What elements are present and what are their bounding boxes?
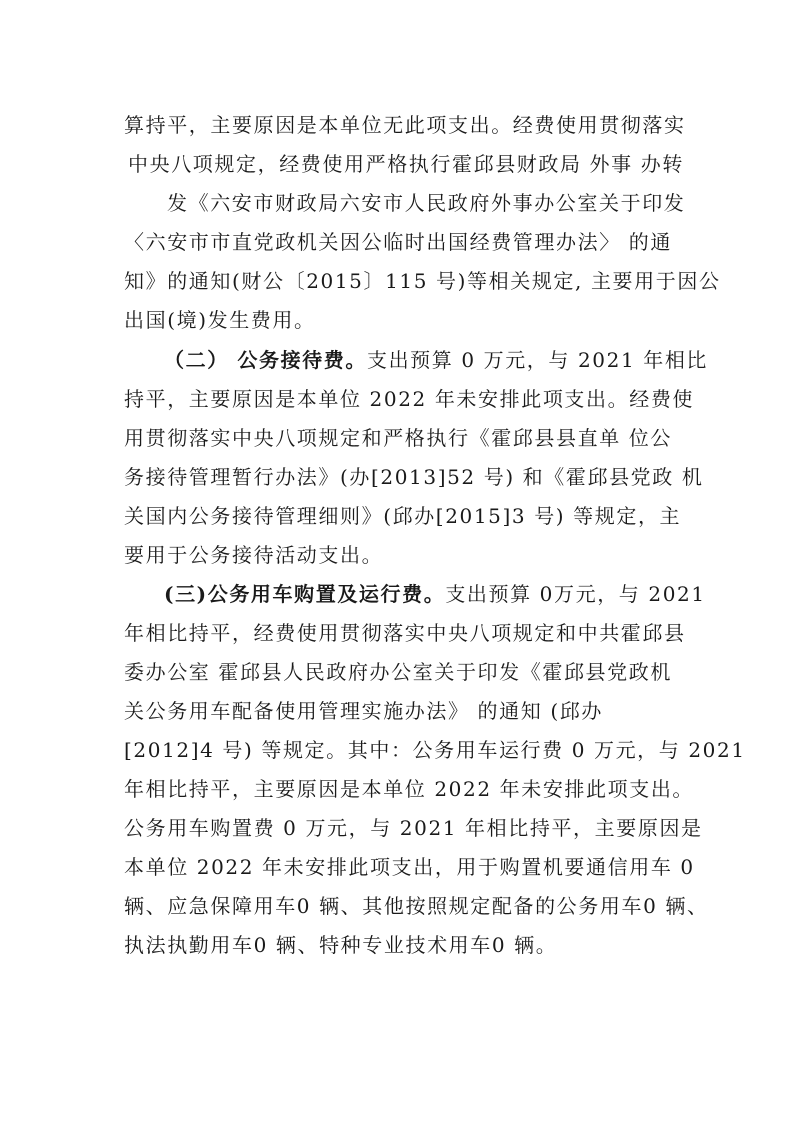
paragraph-line: 〈六安市市直党政机关因公临时出国经费管理办法〉 的通 <box>124 230 672 254</box>
paragraph-line: 发《六安市财政局六安市人民政府外事办公室关于印发 <box>167 191 686 215</box>
section-3-first-line <box>164 578 706 610</box>
paragraph-line: 要用于公务接待活动支出。 <box>124 543 384 567</box>
paragraph-line: 算持平，主要原因是本单位无此项支出。经费使用贯彻落实 <box>124 113 686 137</box>
paragraph-line: 辆、应急保障用车0 辆、其他按照规定配备的公务用车0 辆、 <box>124 894 709 918</box>
paragraph-line: 公务用车购置费 0 万元，与 2021 年相比持平，主要原因是 <box>124 816 703 840</box>
paragraph-text: 支出预算 0 万元，与 2021 年相比 <box>366 348 709 372</box>
paragraph-line: 知》的通知(财公〔2015〕115 号)等相关规定, 主要用于因公 <box>124 269 721 293</box>
paragraph-line: 务接待管理暂行办法》(办[2013]52 号) 和《霍邱县党政 机 <box>124 465 704 489</box>
section-2-first-line <box>164 344 708 376</box>
section-heading: （二） 公务接待费。 <box>164 348 367 372</box>
paragraph-line: 本单位 2022 年未安排此项支出，用于购置机要通信用车 0 <box>124 855 695 879</box>
paragraph-line: [2012]4 号) 等规定。其中：公务用车运行费 0 万元，与 2021 <box>124 738 746 762</box>
paragraph-line: 年相比持平，经费使用贯彻落实中央八项规定和中共霍邱县 <box>124 621 686 645</box>
section-heading: (三)公务用车购置及运行费。 <box>164 582 446 606</box>
paragraph-line: 中央八项规定，经费使用严格执行霍邱县财政局 外事 办转 <box>128 152 684 176</box>
paragraph-line: 关公务用车配备使用管理实施办法》 的通知 (邱办 <box>124 699 603 723</box>
paragraph-text: 支出预算 0万元，与 2021 <box>445 582 706 606</box>
paragraph-line: 年相比持平，主要原因是本单位 2022 年未安排此项支出。 <box>124 777 695 801</box>
paragraph-line: 执法执勤用车0 辆、特种专业技术用车0 辆。 <box>124 933 558 957</box>
paragraph-line: 用贯彻落实中央八项规定和严格执行《霍邱县县直单 位公 <box>124 426 672 450</box>
paragraph-line: 持平，主要原因是本单位 2022 年未安排此项支出。经费使 <box>124 387 695 411</box>
paragraph-line: 关国内公务接待管理细则》(邱办[2015]3 号) 等规定，主 <box>124 504 682 528</box>
paragraph-line: 委办公室 霍邱县人民政府办公室关于印发《霍邱县党政机 <box>124 660 672 684</box>
paragraph-line: 出国(境)发生费用。 <box>124 308 316 332</box>
